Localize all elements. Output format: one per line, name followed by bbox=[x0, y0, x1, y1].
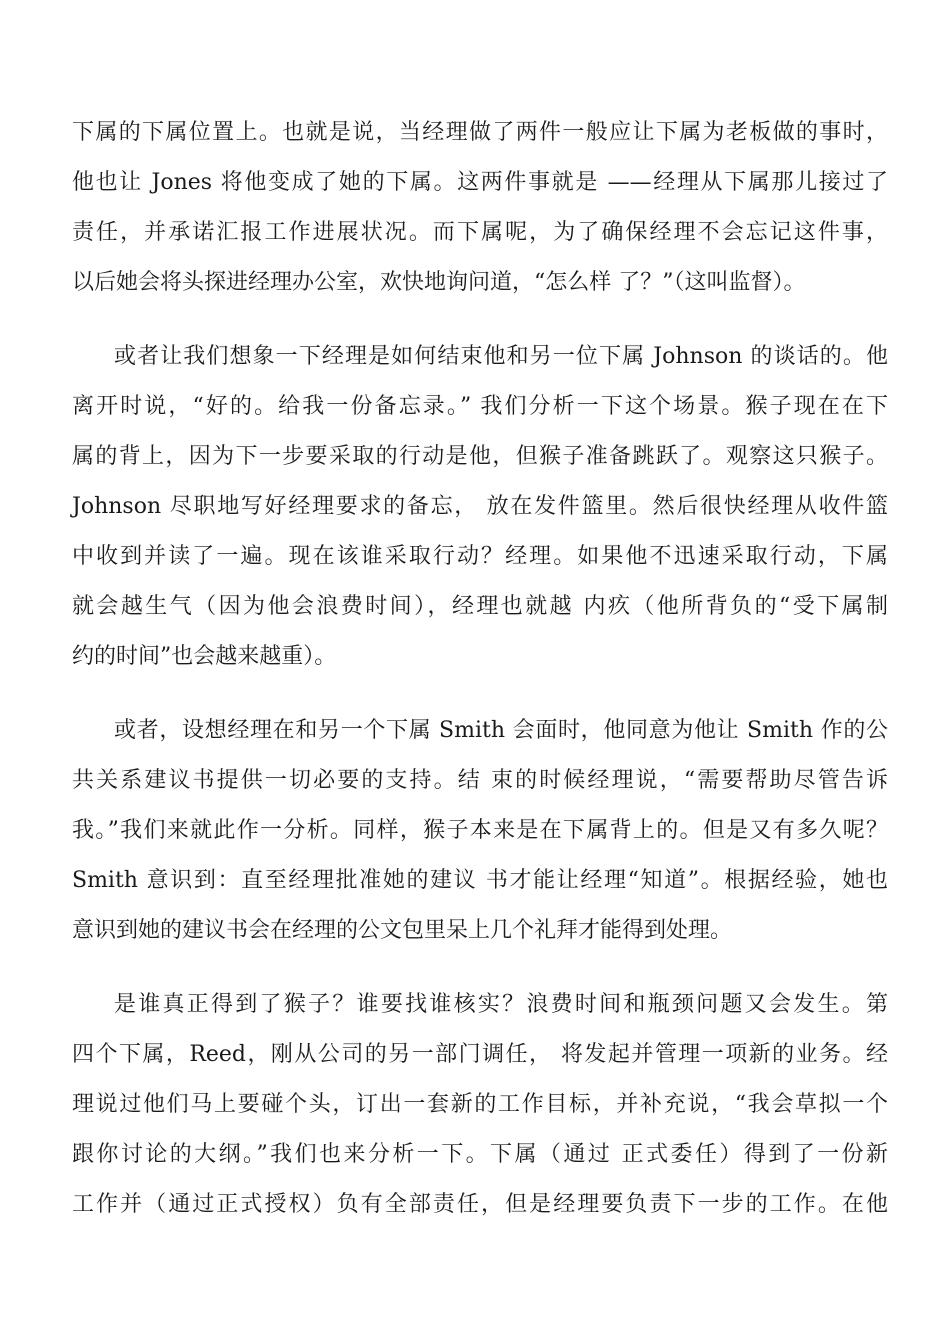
text-line: 工作并（通过正式授权）负有全部责任，但是经理要负责下一步的工作。在他 bbox=[72, 1192, 888, 1217]
text-line: 我。”我们来就此作一分析。同样，猴子本来是在下属背上的。但是又有多久呢？ bbox=[72, 818, 888, 843]
text-line: Smith 意识到：直至经理批准她的建议 书才能让经理“知道”。根据经验，她也 bbox=[72, 868, 888, 893]
text-line: 或者，设想经理在和另一个下属 Smith 会面时，他同意为他让 Smith 作的公 bbox=[114, 718, 888, 743]
text-line: 约的时间”也会越来越重）。 bbox=[72, 644, 337, 669]
text-line: 责任，并承诺汇报工作进展状况。而下属呢，为了确保经理不会忘记这件事， bbox=[72, 220, 888, 245]
text-line: 是谁真正得到了猴子？谁要找谁核实？浪费时间和瓶颈问题又会发生。第 bbox=[114, 992, 888, 1017]
text-line: 就会越生气（因为他会浪费时间），经理也就越 内疚（他所背负的“受下属制 bbox=[72, 594, 888, 619]
text-line: 属的背上，因为下一步要采取的行动是他，但猴子准备跳跃了。观察这只猴子。 bbox=[72, 444, 888, 469]
text-line: 意识到她的建议书会在经理的公文包里呆上几个礼拜才能得到处理。 bbox=[72, 918, 733, 943]
text-line: Johnson 尽职地写好经理要求的备忘， 放在发件篮里。然后很快经理从收件篮 bbox=[72, 494, 888, 519]
text-line: 或者让我们想象一下经理是如何结束他和另一位下属 Johnson 的谈话的。他 bbox=[114, 344, 888, 369]
text-line: 共关系建议书提供一切必要的支持。结 束的时候经理说，“需要帮助尽管告诉 bbox=[72, 768, 888, 793]
text-line: 四个下属，Reed，刚从公司的另一部门调任， 将发起并管理一项新的业务。经 bbox=[72, 1042, 888, 1067]
text-line: 理说过他们马上要碰个头，订出一套新的工作目标，并补充说，“我会草拟一个 bbox=[72, 1092, 888, 1117]
text-line: 中收到并读了一遍。现在该谁采取行动？经理。如果他不迅速采取行动，下属 bbox=[72, 544, 888, 569]
text-line: 下属的下属位置上。也就是说，当经理做了两件一般应让下属为老板做的事时， bbox=[72, 120, 888, 145]
text-line: 跟你讨论的大纲。”我们也来分析一下。下属（通过 正式委任）得到了一份新 bbox=[72, 1142, 888, 1167]
text-line: 他也让 Jones 将他变成了她的下属。这两件事就是 ——经理从下属那儿接过了 bbox=[72, 170, 888, 195]
text-line: 离开时说，“好的。给我一份备忘录。” 我们分析一下这个场景。猴子现在在下 bbox=[72, 394, 888, 419]
text-line: 以后她会将头探进经理办公室，欢快地询问道，“怎么样 了？”（这叫监督）。 bbox=[72, 270, 806, 295]
